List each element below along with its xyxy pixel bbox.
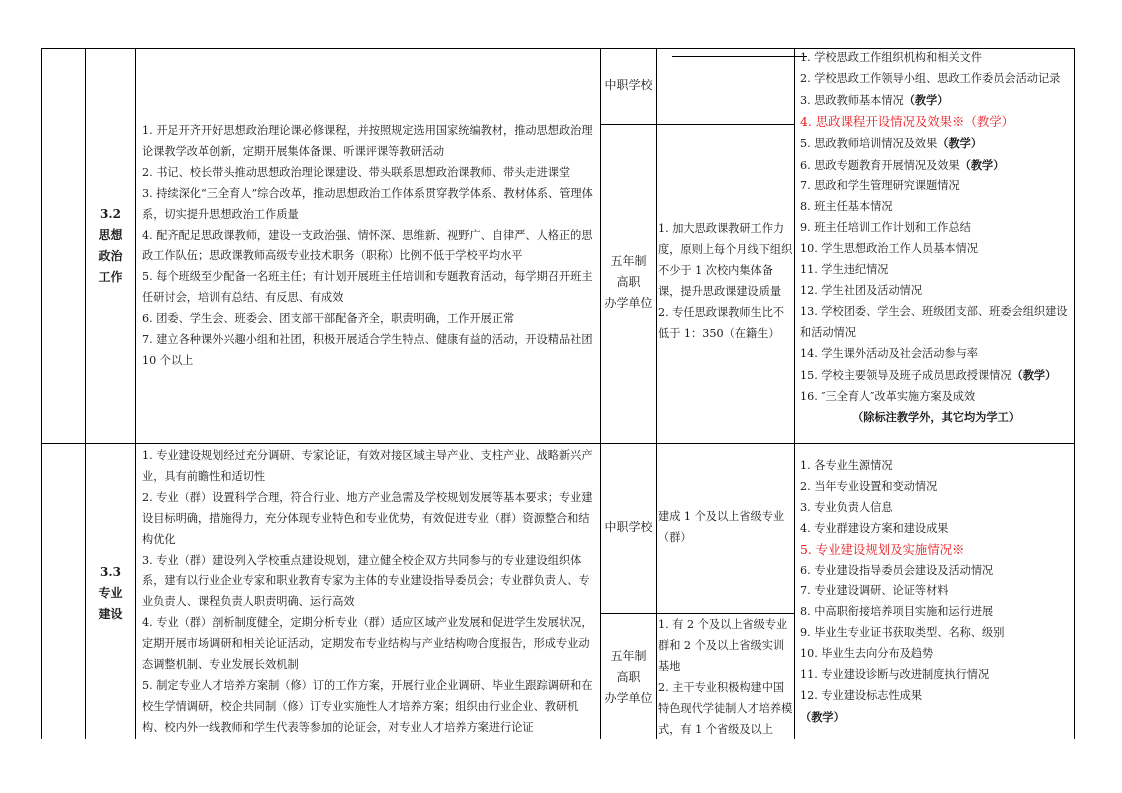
standard-item: 1. 专业建设规划经过充分调研、专家论证，有效对接区域主导产业、支柱产业、战略新兴产业，具有前瞻性和适切性 xyxy=(142,449,593,483)
materials-3-3 xyxy=(800,456,1072,728)
material-item: 9. 班主任培训工作计划和工作总结 xyxy=(800,221,971,235)
material-item: 2. 学校思政工作领导小组、思政工作委员会活动记录 xyxy=(800,71,1061,85)
table-border-right xyxy=(1074,48,1075,739)
standards-3-2 xyxy=(142,121,596,372)
material-item-key: 4. 思政课程开设情况及效果※（教学） xyxy=(800,113,1015,129)
table-border-left xyxy=(41,48,42,739)
material-item: 4. 专业群建设方案和建设成果 xyxy=(800,521,949,535)
wunian-requirements-3-3 xyxy=(658,615,793,740)
col-divider xyxy=(135,48,136,739)
requirement-item: 1. 加大思政课教研工作力度，原则上每个月线下组织不少于 1 次校内集体备课，提升思政课建设质量 xyxy=(658,222,793,298)
standard-item: 2. 专业（群）设置科学合理，符合行业、地方产业急需及学校规划发展等基本要求；专业建设目标明确，措施得力，充分体现专业特色和专业优势，有效促进专业（群）资源整合和结构优化 xyxy=(142,490,593,546)
material-item: 12. 专业建设标志性成果 xyxy=(800,688,923,702)
requirement-item: 2. 主干专业积极构建中国特色现代学徒制人才培养模式，有 1 个省级及以上 xyxy=(658,680,793,736)
material-item: 3. 思政教师基本情况（教学） xyxy=(800,92,949,107)
material-item: 1. 学校思政工作组织机构和相关文件 xyxy=(800,51,983,64)
zhongzhi-requirement-3-3: 建成 1 个及以上省级专业（群） xyxy=(658,510,785,544)
section-label-3-2: 3.2 思想 政治 工作 xyxy=(98,207,123,284)
material-item: 7. 思政和学生管理研究课题情况 xyxy=(800,179,960,193)
standard-item: 7. 建立各种课外兴趣小组和社团，积极开展适合学生特点、健康有益的活动，开设精品社团 10 个以上 xyxy=(142,333,593,367)
unit-zhongzhi-3-2: 中职学校 xyxy=(604,78,653,92)
material-item: 14. 学生课外活动及社会活动参与率 xyxy=(800,346,978,360)
material-item: 8. 班主任基本情况 xyxy=(800,200,893,214)
col-divider xyxy=(794,48,795,739)
material-item: 9. 毕业生专业证书获取类型、名称、级别 xyxy=(800,626,1005,640)
standard-item: 5. 每个班级至少配备一名班主任；有计划开展班主任培训和专题教育活动，每学期召开班主任研讨会，培训有总结、有反思、有成效 xyxy=(142,270,593,305)
material-item: 11. 学生违纪情况 xyxy=(800,263,889,277)
materials-3-2 xyxy=(800,48,1072,428)
standards-table xyxy=(41,48,1075,739)
standard-item: 1. 开足开齐开好思想政治理论课必修课程，并按照规定选用国家统编教材，推动思想政治理论课教学改革创新，定期开展集体备课、听课评课等教研活动 xyxy=(142,124,593,158)
material-item: 8. 中高职衔接培养项目实施和运行进展 xyxy=(800,605,994,619)
material-item: 6. 思政专题教育开展情况及效果（教学） xyxy=(800,157,1005,172)
standard-item: 5. 制定专业人才培养方案制（修）订的工作方案，开展行业企业调研、毕业生跟踪调研和在校生学情调研，校企共同制（修）订专业实施性人才培养方案；组织由行业企业、教研机构、校内外一线教师和学生代表等参加的论证会，对专业人才培养方案进行论证 xyxy=(142,678,593,734)
material-item: 12. 学生社团及活动情况 xyxy=(800,283,923,297)
row-divider xyxy=(41,443,1075,444)
unit-wunian-3-3: 五年制 高职 办学单位 xyxy=(604,649,653,705)
section-label-3-3: 3.3 专业 建设 xyxy=(98,565,123,621)
standards-3-3 xyxy=(142,446,596,739)
material-item: 7. 专业建设调研、论证等材料 xyxy=(800,584,949,598)
material-item: 2. 当年专业设置和变动情况 xyxy=(800,479,938,493)
standard-item: 3. 持续深化“三全育人”综合改革，推动思想政治工作体系贯穿教学体系、教材体系、管理体系，切实提升思想政治工作质量 xyxy=(142,186,593,221)
subrow-divider xyxy=(600,124,795,125)
materials-note: （教学） xyxy=(800,709,845,724)
material-item: 6. 专业建设指导委员会建设及活动情况 xyxy=(800,563,994,577)
material-item: 16. ″三全育人″改革实施方案及成效 xyxy=(800,389,976,403)
col-divider xyxy=(600,48,601,739)
material-item: 15. 学校主要领导及班子成员思政授课情况（教学） xyxy=(800,367,1057,382)
col-divider xyxy=(656,48,657,739)
standard-item: 2. 书记、校长带头推动思想政治理论课建设、带头联系思想政治课教师、带头走进课堂 xyxy=(142,165,571,179)
standard-item: 6. 团委、学生会、班委会、团支部干部配备齐全，职责明确，工作开展正常 xyxy=(142,312,515,326)
unit-wunian-3-2: 五年制 高职 办学单位 xyxy=(604,254,653,310)
col-divider xyxy=(85,48,86,739)
materials-note: （除标注教学外，其它均为学工） xyxy=(852,410,1020,425)
unit-zhongzhi-3-3: 中职学校 xyxy=(604,520,653,534)
material-item: 3. 专业负责人信息 xyxy=(800,500,893,514)
subrow-divider xyxy=(600,613,795,614)
material-item-key: 5. 专业建设规划及实施情况※ xyxy=(800,541,965,557)
standard-item: 4. 配齐配足思政课教师，建设一支政治强、情怀深、思维新、视野广、自律严、人格正的思政工作队伍；思政课教师高级专业技术职务（职称）比例不低于学校平均水平 xyxy=(142,228,593,263)
standard-item: 4. 专业（群）剖析制度健全，定期分析专业（群）适应区域产业发展和促进学生发展状况，定期开展市场调研和相关论证活动，定期发布专业结构与产业结构吻合度报告，形成专业动态调整机制、专业发展长效机制 xyxy=(142,616,593,672)
material-item: 10. 学生思想政治工作人员基本情况 xyxy=(800,242,978,256)
decorative-line xyxy=(672,56,807,57)
wunian-requirements-3-2 xyxy=(658,219,793,344)
standard-item: 3. 专业（群）建设列入学校重点建设规划，建立健全校企双方共同参与的专业建设组织体系，建有以行业企业专家和职业教育专家为主体的专业建设指导委员会；专业群负责人、专业负责人、课程负责人职责明确、运行高效 xyxy=(142,553,590,609)
material-item: 13. 学校团委、学生会、班级团支部、班委会组织建设和活动情况 xyxy=(800,304,1068,339)
requirement-item: 1. 有 2 个及以上省级专业群和 2 个及以上省级实训基地 xyxy=(658,618,788,673)
requirement-item: 2. 专任思政课教师生比不低于 1：350（在籍生） xyxy=(658,305,785,340)
material-item: 1. 各专业生源情况 xyxy=(800,459,893,472)
material-item: 5. 思政教师培训情况及效果（教学） xyxy=(800,135,983,150)
material-item: 10. 毕业生去向分布及趋势 xyxy=(800,647,934,661)
material-item: 11. 专业建设诊断与改进制度执行情况 xyxy=(800,668,990,682)
